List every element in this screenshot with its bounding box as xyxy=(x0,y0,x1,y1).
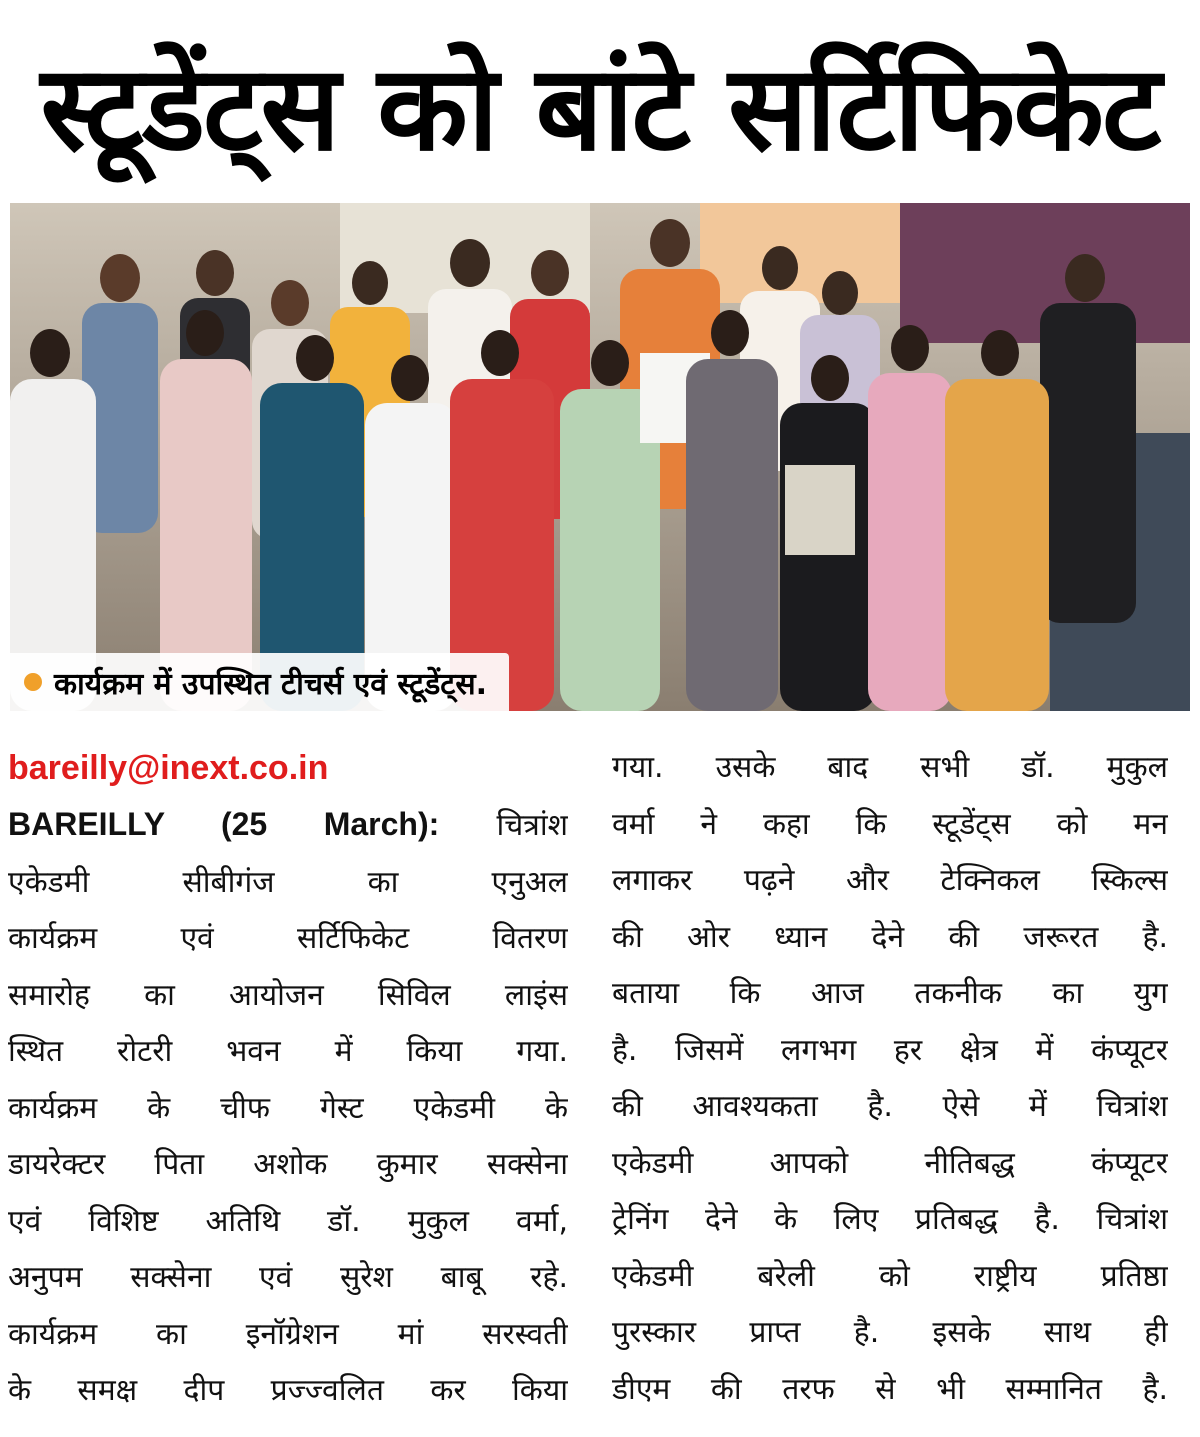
article-line: कार्यक्रम एवं सर्टिफिकेट वितरण xyxy=(8,921,568,956)
article-line: अनुपम सक्सेना एवं सुरेश बाबू रहे. xyxy=(8,1260,568,1295)
group-photo-illustration xyxy=(10,203,1190,711)
caption-bullet-icon xyxy=(24,673,42,691)
article-line: वर्मा ने कहा कि स्टूडेंट्स को मन xyxy=(612,806,1168,842)
article-line: स्थित रोटरी भवन में किया गया. xyxy=(8,1034,568,1069)
article-line: डायरेक्टर पिता अशोक कुमार सक्सेना xyxy=(8,1147,568,1182)
article-line: ट्रेनिंग देने के लिए प्रतिबद्ध है. चित्रांश xyxy=(612,1202,1168,1237)
photo-caption-text: कार्यक्रम में उपस्थित टीचर्स एवं स्टूडेंट्स. xyxy=(54,666,488,702)
group-photo xyxy=(10,203,1190,711)
article-line-text: चित्रांश xyxy=(496,808,568,843)
headline: स्टूडेंट्स को बांटे सर्टिफिकेट xyxy=(40,38,1160,177)
article-line: एकेडमी आपको नीतिबद्ध कंप्यूटर xyxy=(612,1145,1168,1181)
article-line: के समक्ष दीप प्रज्ज्वलित कर किया xyxy=(8,1373,568,1408)
article-column-left xyxy=(8,740,568,1437)
article-line: एकेडमी सीबीगंज का एनुअल xyxy=(8,864,568,900)
article-line: बताया कि आज तकनीक का युग xyxy=(612,976,1168,1011)
article-line: है. जिसमें लगभग हर क्षेत्र में कंप्यूटर xyxy=(612,1032,1168,1068)
article-line: कार्यक्रम का इनॉग्रेशन मां सरस्वती xyxy=(8,1316,568,1352)
article-line: एकेडमी बरेली को राष्ट्रीय प्रतिष्ठा xyxy=(612,1258,1168,1294)
article-line: की ओर ध्यान देने की जरूरत है. xyxy=(612,919,1168,955)
article-column-right xyxy=(612,740,1168,1437)
article-line: कार्यक्रम के चीफ गेस्ट एकेडमी के xyxy=(8,1090,568,1126)
article-line: डीएम की तरफ से भी सम्मानित है. xyxy=(612,1371,1168,1407)
dateline: BAREILLY (25 March): xyxy=(8,806,440,842)
article-body xyxy=(0,740,1200,1437)
photo-caption xyxy=(10,653,509,711)
article-line: की आवश्यकता है. ऐसे में चित्रांश xyxy=(612,1089,1168,1124)
article-line: समारोह का आयोजन सिविल लाइंस xyxy=(8,977,568,1013)
article-line xyxy=(8,796,568,855)
article-line: गया. उसके बाद सभी डॉ. मुकुल xyxy=(612,750,1168,785)
article-line: पुरस्कार प्राप्त है. इसके साथ ही xyxy=(612,1315,1168,1350)
article-line: एवं विशिष्ट अतिथि डॉ. मुकुल वर्मा, xyxy=(8,1203,568,1239)
article-line: लगाकर पढ़ने और टेक्निकल स्किल्स xyxy=(612,863,1168,898)
reporter-email[interactable]: bareilly@inext.co.in xyxy=(8,749,329,787)
